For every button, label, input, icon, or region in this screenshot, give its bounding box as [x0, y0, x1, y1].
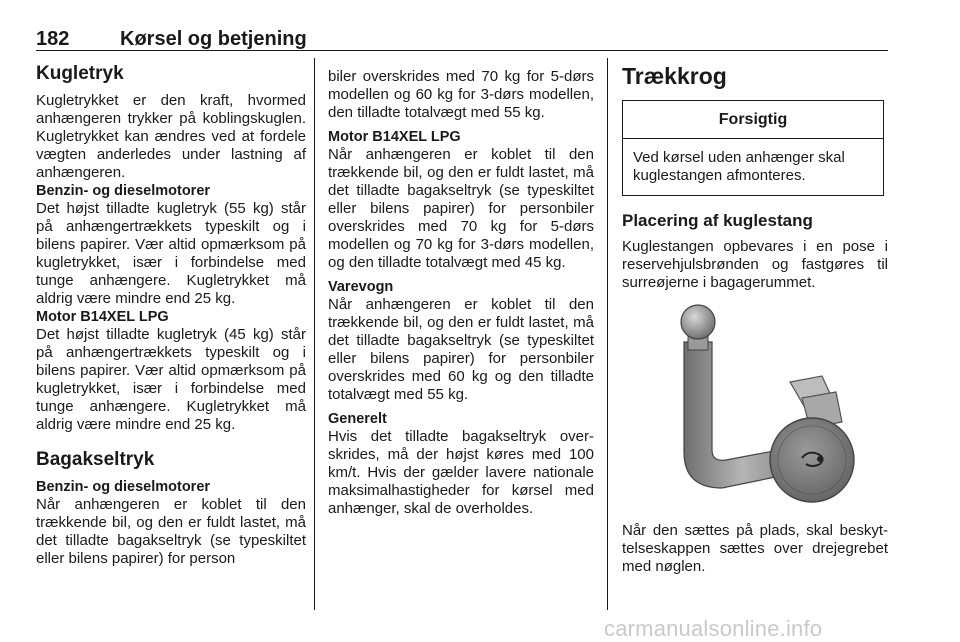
paragraph-continued: biler overskrides med 70 kg for 5-dørs modellen og 60 kg for 3-dørs modellen, den tilladte totalvægt med 55 kg. [328, 68, 594, 121]
column-divider-2 [607, 58, 608, 610]
caution-box [622, 100, 884, 196]
heading-traekkrog: Trækkrog [622, 63, 727, 89]
paragraph-lpg-2: Når anhængeren er koblet til den trækkende bil, og den er fuldt lastet, må det tilladte bagakseltryk (se typeskiltet eller bilens papirer) for personbiler overskrides med 70 kg for 5-dørs modellen og 70 kg for 3-dørs modellen, og den tilladte totalvægt med 45 kg. [328, 146, 594, 271]
subheading-lpg: Motor B14XEL LPG [36, 309, 169, 325]
header-divider [36, 50, 888, 51]
paragraph-cap: Når den sættes på plads, skal beskyttelseskappen sættes over drejegrebet med nøglen. [622, 522, 888, 575]
paragraph-lpg: Det højst tilladte kugletryk (45 kg) står på anhængertrækkets typeskilt og i bilens papirer. Vær altid opmærksom på kugletrykket, især i forbindelse med tunge anhængere. Kugletrykket må aldrig være mindre end 25 kg. [36, 326, 306, 433]
caution-title: Forsigtig [623, 101, 883, 139]
subheading-benzin-2: Benzin- og dieselmotorer [36, 479, 211, 495]
paragraph-generelt: Hvis det tilladte bagakseltryk overskrides, må der højst køres med 100 km/t. Hvis der gælder lavere nationale maksimalhastigheder for kørsel med anhænger, skal de overholdes. [328, 428, 594, 517]
subheading-benzin: Benzin- og dieselmotorer [36, 183, 211, 199]
column-divider-1 [314, 58, 315, 610]
tow-bar-illustration [622, 302, 888, 522]
watermark: carmanualsonline.info [604, 616, 823, 641]
column-2 [328, 68, 594, 518]
paragraph-kugletryk: Kugletrykket er den kraft, hvormed anhængeren trykker på koblingskuglen. Kugletrykket kan ændres ved at fordele vægten anderledes under lastning af anhængeren. [36, 92, 306, 181]
subheading-varevogn: Varevogn [328, 279, 394, 295]
caution-body: Ved kørsel uden anhænger skal kuglestangen afmonteres. [633, 149, 845, 184]
subheading-generelt: Generelt [328, 411, 387, 427]
chapter-title: Kørsel og betjening [120, 28, 307, 50]
page-number: 182 [36, 28, 70, 50]
paragraph-varevogn: Når anhængeren er koblet til den trækkende bil, og den er fuldt lastet, må det tilladte bagakseltryk (se typeskiltet eller bilens papirer) for personbiler overskrides med 60 kg og den tilladte totalvægt med 55 kg. [328, 296, 594, 403]
paragraph-benzin-2: Når anhængeren er koblet til den trækkende bil, og den er fuldt lastet, må det tilladte bagakseltryk (se typeskiltet eller bilens papirer) for person [36, 496, 306, 567]
heading-kugletryk: Kugletryk [36, 63, 124, 84]
column-1 [36, 62, 306, 568]
heading-placering: Placering af kuglestang [622, 211, 813, 230]
heading-bagakseltryk: Bagakseltryk [36, 449, 155, 470]
subheading-lpg-2: Motor B14XEL LPG [328, 129, 461, 145]
paragraph-placering: Kuglestangen opbevares i en pose i reservehjulsbrønden og fastgøres til surreøjerne i bagagerummet. [622, 238, 888, 291]
paragraph-benzin: Det højst tilladte kugletryk (55 kg) står på anhængertrækkets typeskilt og i bilens papirer. Vær altid opmærksom på kugletrykket, især i forbindelse med tunge anhængere. Kugletrykket må aldrig være mindre end 25 kg. [36, 200, 306, 307]
column-3 [622, 62, 888, 576]
